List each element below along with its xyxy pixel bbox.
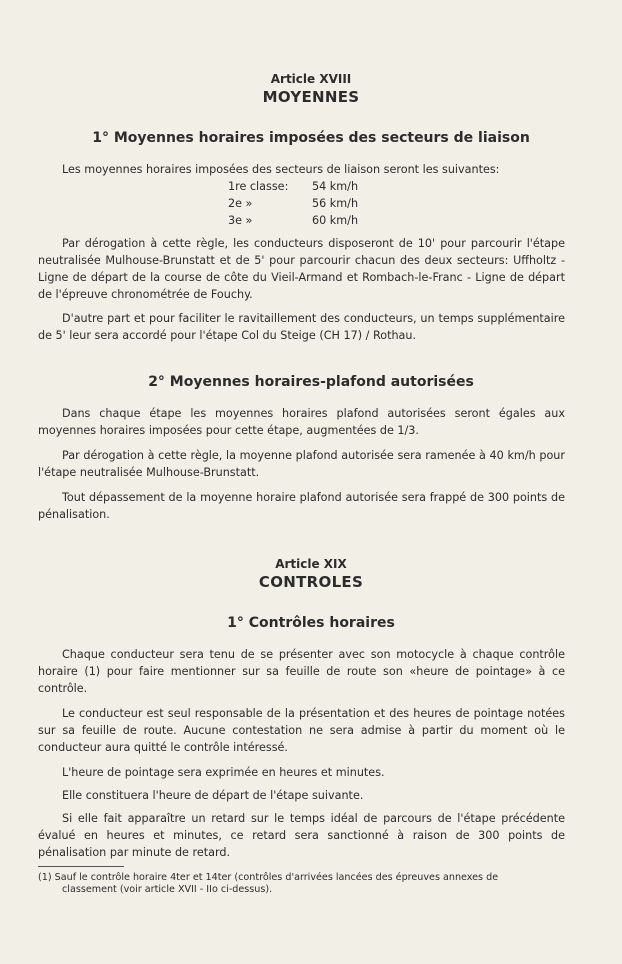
article-18-title: MOYENNES bbox=[262, 88, 360, 106]
rate-class: 1re classe: bbox=[228, 180, 289, 193]
controls-section-title: 1° Contrôles horaires bbox=[227, 615, 395, 631]
controls-paragraph: Le conducteur est seul responsable de la présentation et des heures de pointage notées sur sa feuille de route. Aucune contestation ne sera admise à partir du moment où le conducteur aura quitté le contrôle intéressé. bbox=[38, 707, 565, 754]
section-1-intro: Les moyennes horaires imposées des secteurs de liaison seront les suivantes: bbox=[62, 163, 500, 176]
rate-row bbox=[228, 212, 622, 229]
controls-paragraph: Chaque conducteur sera tenu de se présenter avec son motocycle à chaque contrôle horaire (1) pour faire mentionner sur sa feuille de route son «heure de pointage» à ce contrôle. bbox=[38, 648, 565, 695]
controls-paragraph: L'heure de pointage sera exprimée en heures et minutes. bbox=[62, 766, 385, 779]
rate-value: 60 km/h bbox=[312, 214, 359, 227]
rates-list bbox=[228, 178, 622, 229]
rate-class: 2e » bbox=[228, 197, 253, 210]
section-2-block bbox=[0, 405, 622, 523]
rate-value: 54 km/h bbox=[312, 180, 359, 193]
section-1-title: 1° Moyennes horaires imposées des secteurs de liaison bbox=[92, 130, 530, 146]
rate-value: 56 km/h bbox=[312, 197, 359, 210]
controls-paragraph: Elle constituera l'heure de départ de l'étape suivante. bbox=[62, 789, 364, 802]
section-1-paragraph: Par dérogation à cette règle, les conducteurs disposeront de 10' pour parcourir l'étape neutralisée Mulhouse-Brunstatt et de 5' pour parcourir chacun des deux secteurs: Uffholtz - Ligne de départ de la course de côte du Vieil-Armand et Rombach-le-Franc - Ligne de départ de l'épreuve chronométrée de Fouchy. bbox=[38, 237, 565, 301]
footnote bbox=[0, 872, 622, 896]
article-19-label: Article XIX bbox=[275, 557, 347, 571]
footnote-rule bbox=[38, 866, 124, 867]
rate-row bbox=[228, 178, 622, 195]
section-2-paragraph: Dans chaque étape les moyennes horaires plafond autorisées seront égales aux moyennes horaires imposées pour cette étape, augmentées de 1/3. bbox=[38, 407, 565, 437]
rate-row bbox=[228, 195, 622, 212]
article-19-title: CONTROLES bbox=[258, 573, 364, 591]
section-2-paragraph: Par dérogation à cette règle, la moyenne plafond autorisée sera ramenée à 40 km/h pour l'étape neutralisée Mulhouse-Brunstatt. bbox=[38, 449, 565, 479]
footnote-line: (1) Sauf le contrôle horaire 4ter et 14ter (contrôles d'arrivées lancées des épreuves annexes de bbox=[38, 872, 499, 883]
footnote-line: classement (voir article XVII - IIo ci-dessus). bbox=[62, 884, 273, 895]
controls-block bbox=[0, 646, 622, 861]
rate-class: 3e » bbox=[228, 214, 253, 227]
section-2-paragraph: Tout dépassement de la moyenne horaire plafond autorisée sera frappé de 300 points de pénalisation. bbox=[38, 491, 565, 521]
section-2-title: 2° Moyennes horaires-plafond autorisées bbox=[148, 374, 474, 390]
controls-paragraph: Si elle fait apparaître un retard sur le temps idéal de parcours de l'étape précédente évalué en heures et minutes, ce retard sera sanctionné à raison de 300 points de pénalisation par minute de retard. bbox=[38, 812, 565, 859]
section-1-paragraph: D'autre part et pour faciliter le ravitaillement des conducteurs, un temps supplémentaire de 5' leur sera accordé pour l'étape Col du Steige (CH 17) / Rothau. bbox=[38, 312, 565, 342]
article-18-label: Article XVIII bbox=[270, 72, 352, 86]
section-1-block bbox=[0, 161, 622, 344]
